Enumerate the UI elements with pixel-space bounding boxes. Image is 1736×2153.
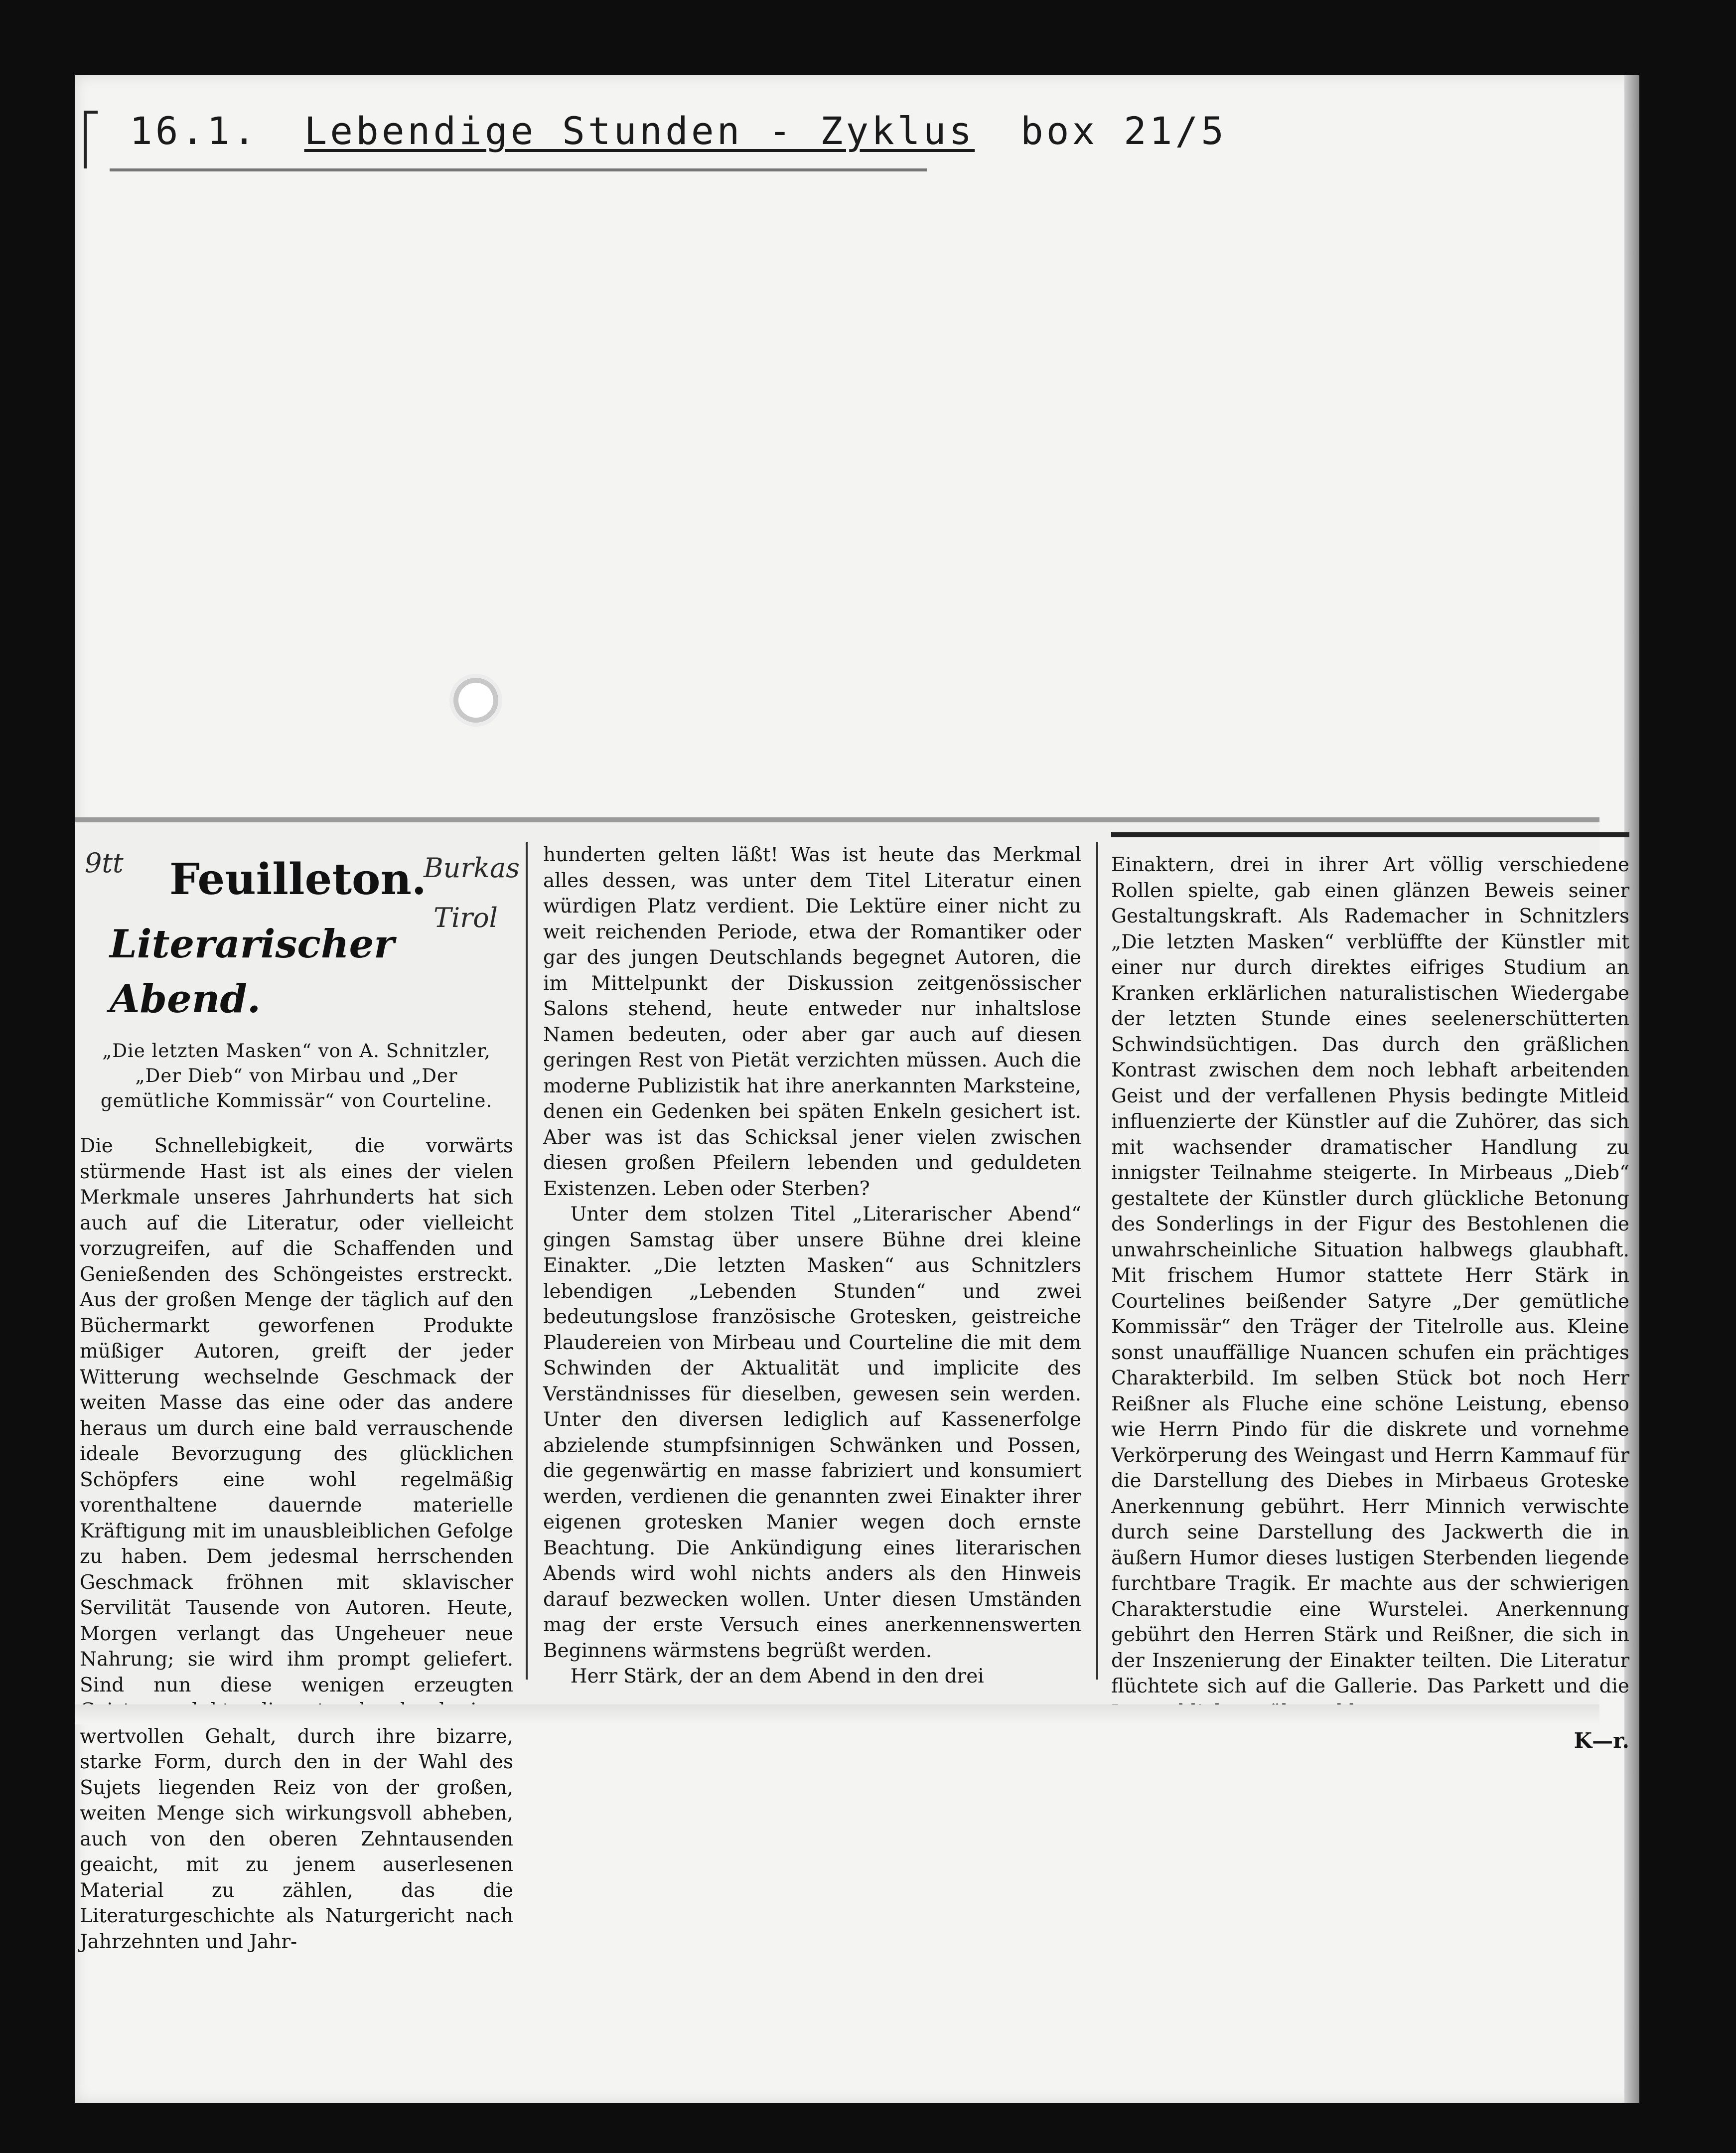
- newspaper-clipping: [75, 817, 1629, 1953]
- author-signature: K—r.: [1574, 1728, 1629, 1753]
- paragraph: Einaktern, drei in ihrer Art völlig verschiedene Rollen spielte, gab einen glänzen Beweis seiner Gestaltungskraft. Als Rademacher in Schnitzlers „Die letzten Masken“ verblüffte der Künstler mit einer nur durch direktes eifriges Studium an Kranken erklärlichen naturalistischen Wiedergabe der letzten Stunde eines seelenerschütterten Schwindsüchtigen. Das durch den gräßlichen Kontrast zwischen dem noch lebhaft arbeitenden Geist und der verfallenen Physis bedingte Mitleid influenzierte der Künstler auf die Zuhörer, das sich mit wachsender dramatischer Handlung zu innigster Teilnahme steigerte. In Mirbeaus „Dieb“ gestaltete der Künstler durch glückliche Betonung des Sonderlings in der Figur des Bestohlenen die unwahrscheinliche Situation halbwegs glaubhaft. Mit frischem Humor stattete Herr Stärk in Courtelines beißender Satyre „Der gemütliche Kommissär“ den Träger der Titelrolle aus. Kleine sonst unauffällige Nuancen schufen ein prächtiges Charakterbild. Im selben Stück bot noch Herr Reißner als Fluche eine schöne Leistung, ebenso wie Herrn Pindo für die diskrete und vornehme Verkörperung des Weingast und Herrn Kammauf für die Darstellung des Diebes in Mirbaeus Groteske Anerkennung gebührt. Herr Minnich verwischte durch seine Darstellung des Jackwerth die in äußern Humor dieses lustigen Sterbenden liegende furchtbare Tragik. Er machte aus der schwierigen Charakterstudie eine Wurstelei. Anerkennung gebührt den Herren Stärk und Reißner, die sich in der Inszenierung der Einakter teilten. Die Literatur flüchtete sich auf die Gallerie. Das Parkett und die: [1111, 854, 1629, 1697]
- punch-hole: [458, 683, 493, 718]
- handwritten-note: 9tt: [85, 847, 124, 879]
- top-rule: [1111, 832, 1629, 837]
- box-label: box 21/5: [1020, 109, 1227, 153]
- handwritten-note: Burkas: [424, 852, 520, 884]
- column-2: [543, 842, 1081, 1690]
- archive-header: [130, 109, 1247, 153]
- series-title: Lebendige Stunden - Zyklus: [304, 109, 975, 153]
- section-title: Feuilleton.: [169, 854, 427, 905]
- column-divider: [1096, 842, 1098, 1680]
- paragraph: Die Schnellebigkeit, die vorwärts stürmende Hast ist als eines der vielen Merkmale unseres Jahrhunderts hat sich auch auf die Literatur, oder vielleicht vorzugreifen, auf die Schaffenden und Genießenden des Schöngeistes erstreckt. Aus der großen Menge der täglich auf den Büchermarkt geworfenen Produkte müßiger Autoren, greift der jeder Witterung wechselnde Geschmack der weiten Masse das eine oder das andere heraus um durch eine bald verrauschende ideale Bevorzugung des glücklichen Schöpfers eine wohl regelmäßig vorenthaltene dauernde materielle Kräftigung mit im unausbleiblichen Gefolge zu haben. Dem jedesmal herrschenden Geschmack fröhnen mit sklavischer Servilität Tausende von Autoren. Heute, Morgen verlangt das Ungeheuer neue Nahrung; sie wird ihm prompt geliefert. Sind nun diese wenigen erzeugten wertvollen Gehalt, durch ihre bizarre, starke Form, durch den in der Wahl des Sujets liegenden Reiz von der großen, weiten Menge sich wirkungsvoll abheben, auch von den oberen Zehntausenden geaicht, mit zu jenem auserlesenen Material zu zählen, das die Literaturgeschichte als Naturgericht nach Jahrzehnten und Jahr-: [80, 1135, 513, 1953]
- handwritten-note: Tirol: [434, 902, 498, 933]
- column-1: [75, 852, 513, 1953]
- article-subhead: „Die letzten Masken“ von A. Schnitzler, „Der Dieb“ von Mirbau und „Der gemütliche Kommissär“ von Courteline.: [100, 1040, 493, 1111]
- corner-mark: [84, 111, 98, 168]
- article-title: Literarischer Abend.: [110, 922, 395, 1022]
- paragraph: Unter dem stolzen Titel „Literarischer Abend“ gingen Samstag über unsere Bühne drei kleine Einakter. „Die letzten Masken“ aus Schnitzlers lebendigen „Lebenden Stunden“ und zwei bedeutungslose französische Grotesken, geistreiche Plaudereien von Mirbeau und Courteline die mit dem Schwinden der Aktualität und implicite des Verständnisses für dieselben, gewesen sein werden. Unter den diversen lediglich auf Kassenerfolge abzielende stumpfsinnigen Schwänken und Possen, die gegenwärtig en masse fabriziert und konsumiert werden, verdienen die genannten zwei Einakter ihrer eigenen grotesken Manier wegen doch ernste Beachtung. Die Ankündigung eines literarischen Abends wird wohl nichts anders als den Hinweis darauf bezwecken wollen. Unter diesen Umständen mag der erste Versuch eines anerkennenswerten Beginnens wärmstens begrüßt werden.: [543, 1203, 1081, 1662]
- paragraph: hunderten gelten läßt! Was ist heute das Merkmal alles dessen, was unter dem Titel Literatur einen würdigen Platz verdient. Die Lektüre einer nicht zu weit reichenden Periode, etwa der Romantiker oder gar des jungen Deutschlands begegnet Autoren, die im Mittelpunkt der Diskussion zeitgenössischer Salons stehend, heute entweder nur inhaltslose Namen bedeuten, oder aber gar auch auf diesen geringen Rest von Pietät verzichten müssen. Auch die moderne Publizistik hat ihre anerkannten Marksteine, denen ein Gedenken bei späten Enkeln gesichert ist. Aber was ist das Schicksal jener vielen zwischen diesen großen Pfeilern lebenden und geduldeten Existenzen. Leben oder Sterben?: [543, 844, 1081, 1200]
- column-3: [1111, 852, 1629, 1753]
- column-divider: [526, 842, 528, 1680]
- clipping-torn-edge: [75, 1704, 1599, 1724]
- folder-number: 16.1.: [130, 109, 259, 153]
- paragraph: Herr Stärk, der an dem Abend in den drei: [570, 1665, 984, 1688]
- header-rule: [110, 168, 927, 171]
